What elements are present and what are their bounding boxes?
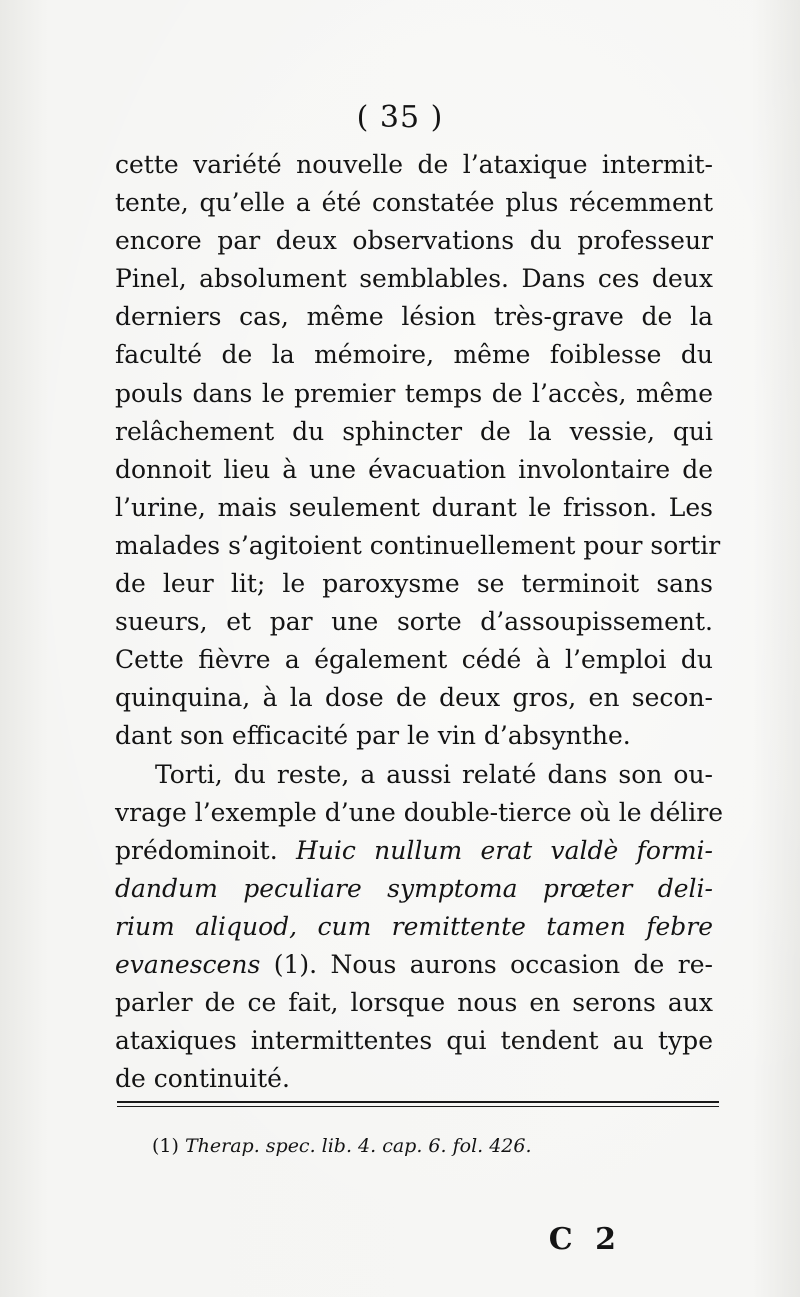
text-roman: (1). Nous aurons occasion de re- xyxy=(273,949,713,979)
text-line: dant son efficacité par le vin d’absynthe. xyxy=(115,721,631,751)
text-line: quinquina, à la dose de deux gros, en secon- xyxy=(115,683,713,713)
text-line xyxy=(115,832,713,870)
text-line: encore par deux observations du professeur xyxy=(115,226,713,256)
text-line: malades s’agitoient continuellement pour sortir xyxy=(115,530,721,560)
text-line: cette variété nouvelle de l’ataxique intermit- xyxy=(115,150,713,179)
text-line: faculté de la mémoire, même foiblesse du xyxy=(115,340,713,370)
text-line: vrage l’exemple d’une double-tierce où le délire xyxy=(115,797,723,827)
text-line: relâchement du sphincter de la vessie, qui xyxy=(115,416,713,446)
footnote-divider xyxy=(117,1101,719,1103)
text-line: l’urine, mais seulement durant le frisson. Les xyxy=(115,492,713,522)
footnote-divider-thin xyxy=(117,1106,719,1107)
latin-quote: evanescens xyxy=(115,949,261,979)
latin-quote: rium aliquod, cum remittente tamen febre xyxy=(115,911,713,941)
text-line: Torti, du reste, a aussi relaté dans son ou- xyxy=(155,759,713,789)
body-text xyxy=(115,146,723,1098)
text-line: Cette fièvre a également cédé à l’emploi du xyxy=(115,645,713,675)
text-line: ataxiques intermittentes qui tendent au type xyxy=(115,1026,713,1056)
text-line xyxy=(115,908,713,946)
text-line: tente, qu’elle a été constatée plus récemment xyxy=(115,188,713,218)
text-line: derniers cas, même lésion très-grave de la xyxy=(115,302,713,332)
text-roman: prédominoit. xyxy=(115,835,278,865)
latin-quote: Huic nullum erat valdè formi- xyxy=(295,835,713,865)
text-line: sueurs, et par une sorte d’assoupissement. xyxy=(115,607,713,637)
text-line: de continuité. xyxy=(115,1064,290,1094)
page-number: ( 35 ) xyxy=(356,100,444,135)
footnote xyxy=(152,1135,532,1157)
text-line: Pinel, absolument semblables. Dans ces deux xyxy=(115,264,713,294)
latin-quote: dandum peculiare symptoma prœter deli- xyxy=(115,873,713,903)
text-line: donnoit lieu à une évacuation involontaire de xyxy=(115,454,713,484)
text-line: parler de ce fait, lorsque nous en serons aux xyxy=(115,988,713,1018)
footnote-marker: (1) xyxy=(152,1135,179,1157)
text-line: pouls dans le premier temps de l’accès, même xyxy=(115,378,713,408)
footnote-text: Therap. spec. lib. 4. cap. 6. fol. 426. xyxy=(184,1135,532,1157)
signature-mark: C 2 xyxy=(548,1222,622,1257)
text-line: de leur lit; le paroxysme se terminoit sans xyxy=(115,569,713,599)
text-line xyxy=(115,946,713,984)
text-line xyxy=(115,870,713,908)
